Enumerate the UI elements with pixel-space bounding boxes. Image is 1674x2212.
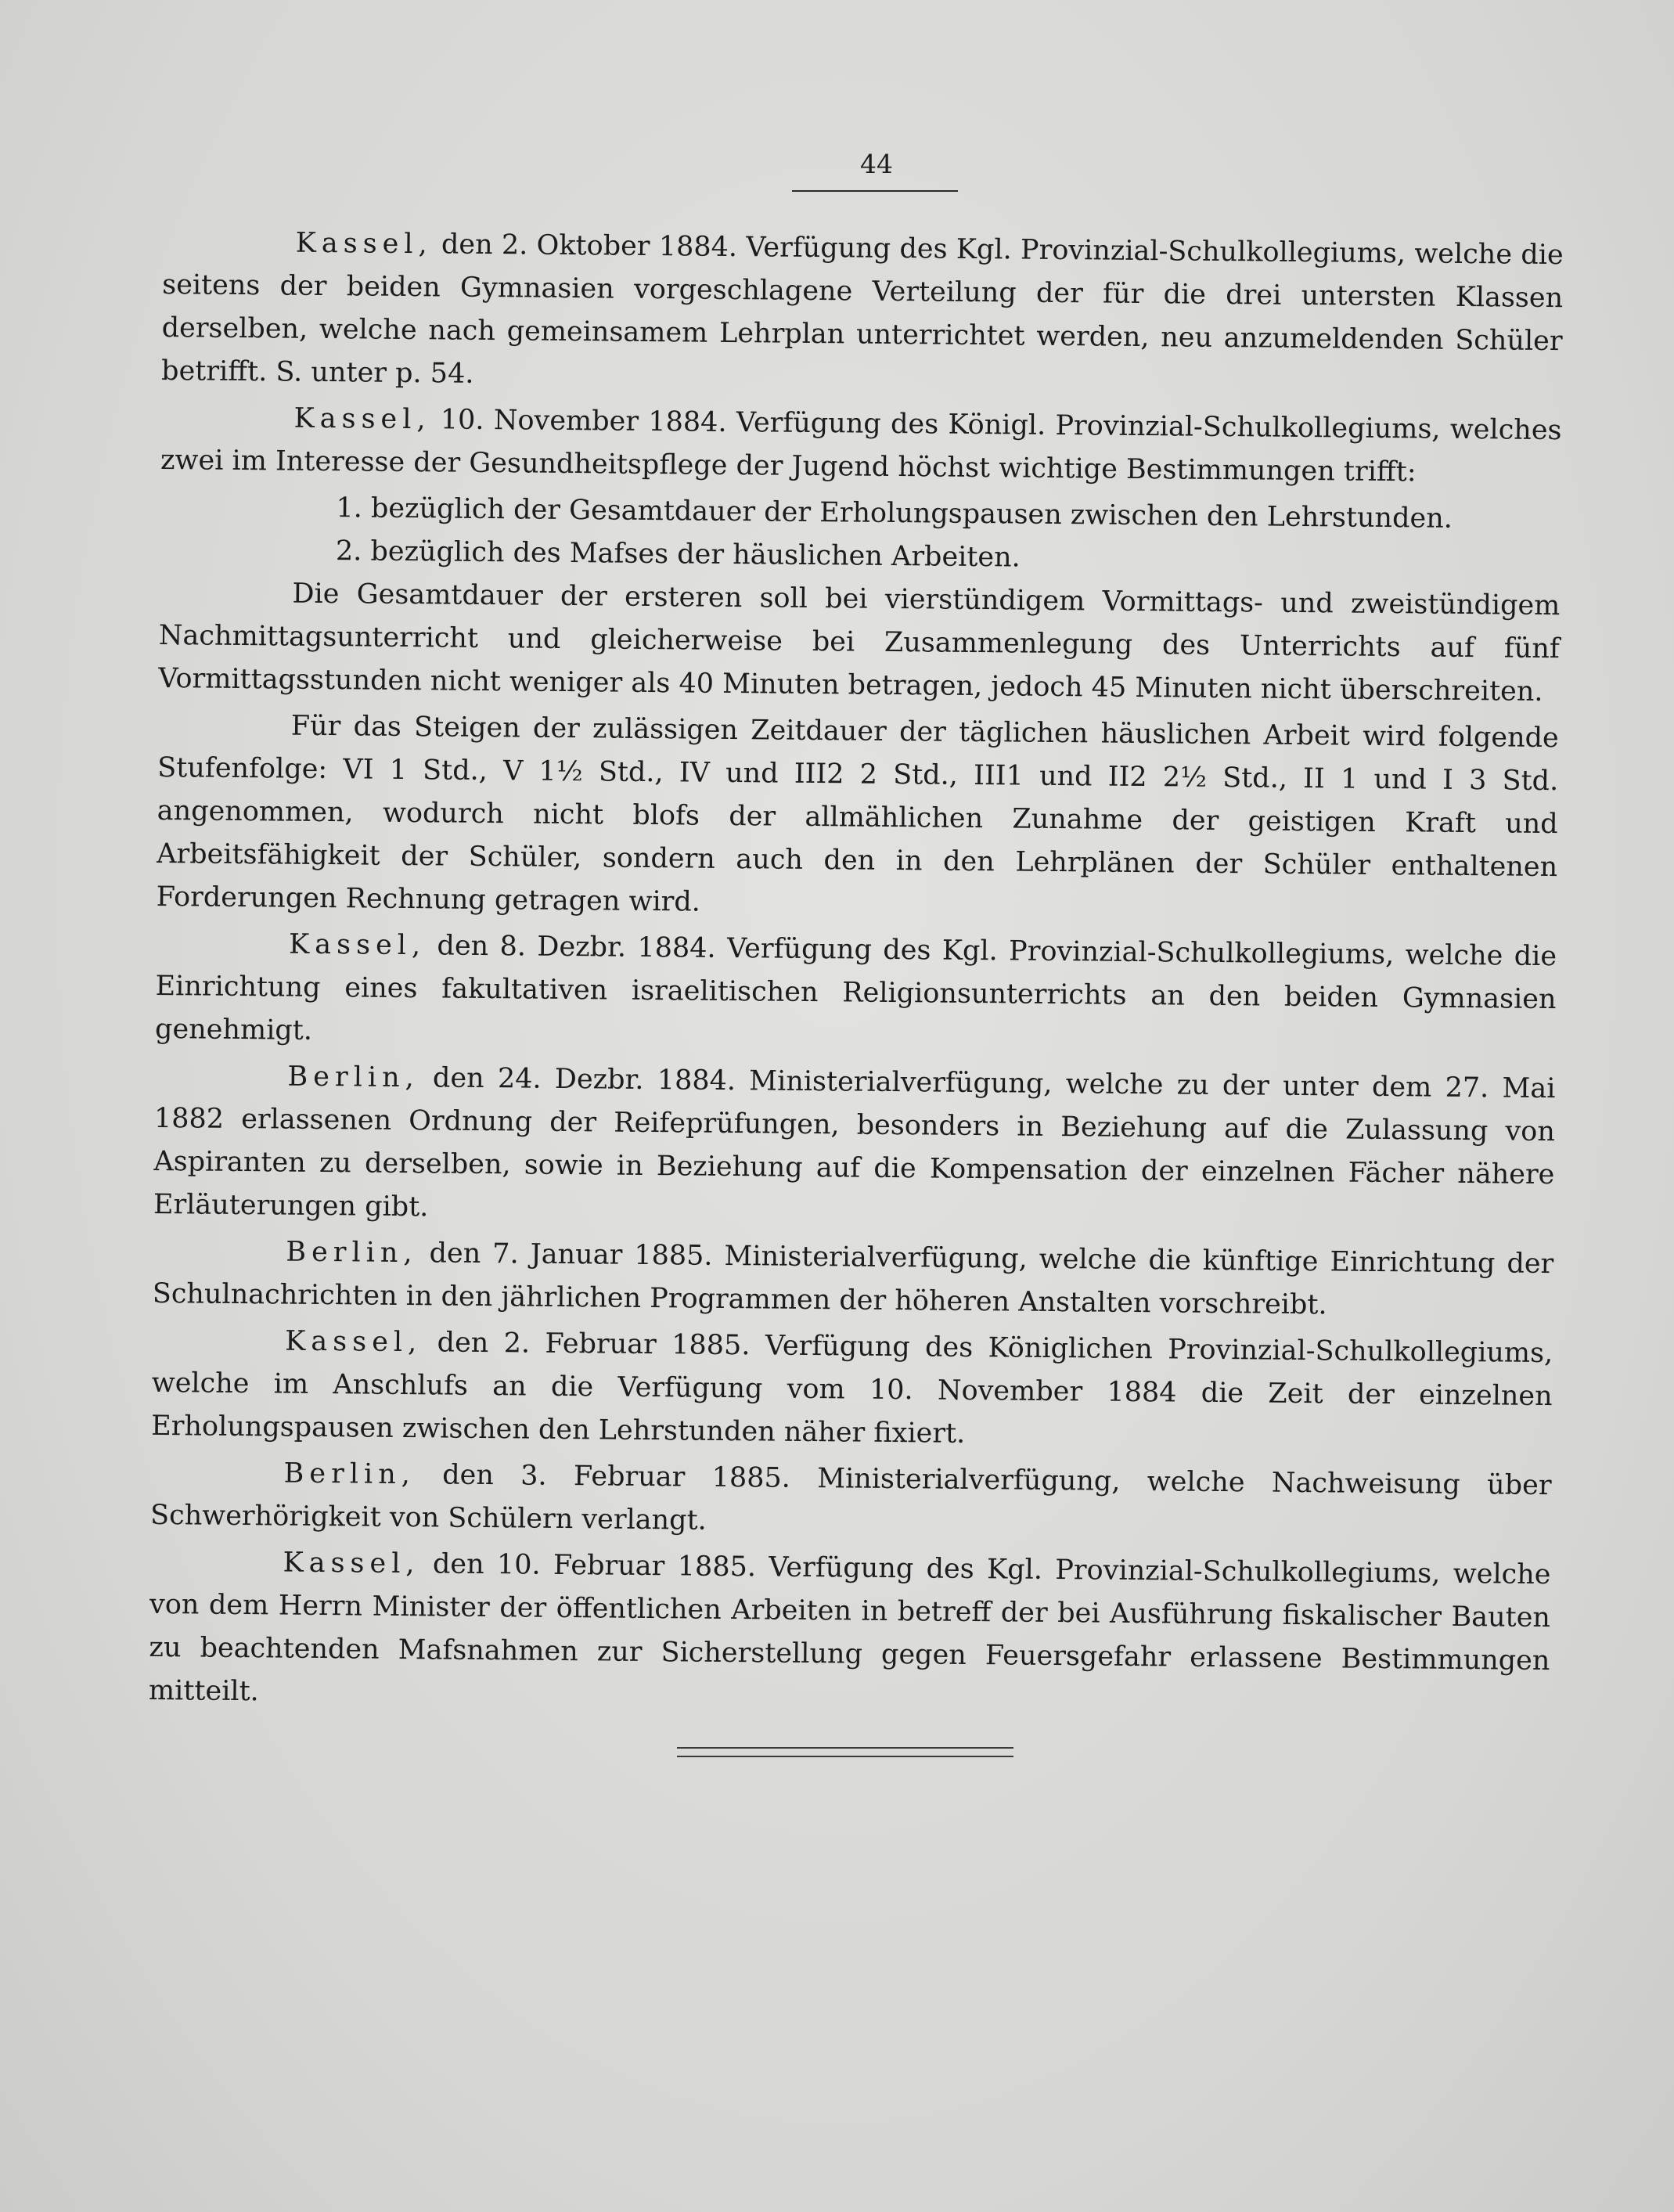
entry-text: den 2. Februar 1885. Verfügung des Königlichen Provinzial-Schulkollegiums, welche im Anschlufs an die Verfügung vom 10. November 1884 die Zeit der einzelnen Erholungspausen zwischen den Lehrstunden näher fixiert. bbox=[151, 1327, 1553, 1450]
entry-place: Berlin, bbox=[286, 1236, 418, 1270]
entry-kassel-november-1884 bbox=[160, 396, 1562, 495]
entry-text: den 2. Oktober 1884. Verfügung des Kgl. Provinzial-Schulkollegiums, welche die seitens der beiden Gymnasien vorgeschlagene Verteilung der für die drei untersten Klassen derselben, welche nach gemeinsamem Lehrplan unterrichtet werden, neu anzumeldenden Schüler betrifft. S. unter p. 54. bbox=[160, 229, 1564, 390]
entry-place: Berlin, bbox=[287, 1061, 419, 1094]
paragraph-gesamtdauer: Die Gesamtdauer der ersteren soll bei vierstündigem Vormittags- und zweistündigem Nachmittagsunterricht und gleicherweise bei Zusammenlegung des Unterrichts auf fünf Vormittagsstunden nicht weniger als 40 Minuten betragen, jedoch 45 Minuten nicht überschreiten. bbox=[158, 578, 1561, 708]
entry-kassel-oktober-1884 bbox=[161, 221, 1564, 406]
entry-place: Kassel, bbox=[285, 1325, 423, 1359]
entry-place: Kassel, bbox=[288, 928, 427, 962]
entry-berlin-februar-1885 bbox=[150, 1451, 1552, 1551]
entry-place: Kassel, bbox=[283, 1547, 420, 1580]
document-body bbox=[149, 221, 1564, 1729]
entry-text: den 7. Januar 1885. Ministerialverfügung, welche die künftige Einrichtung der Schulnachrichten in den jährlichen Programmen der höheren Anstalten vorschreibt. bbox=[152, 1237, 1554, 1321]
closing-rule bbox=[677, 1747, 1013, 1749]
list-item: 2. bezüglich des Mafses der häuslichen Arbeiten. bbox=[335, 535, 1021, 574]
entry-place: Berlin, bbox=[283, 1457, 416, 1491]
entry-text: den 10. Februar 1885. Verfügung des Kgl. Provinzial-Schulkollegiums, welche von dem Herrn Minister der öffentlichen Arbeiten in betreff der bei Ausführung fiskalischer Bauten zu beachtenden Mafsnahmen zur Sicherstellung gegen Feuersgefahr erlassene Bestimmungen mitteilt. bbox=[148, 1548, 1551, 1708]
entry-place: Kassel, bbox=[295, 227, 433, 261]
entry-kassel-10-februar-1885 bbox=[149, 1540, 1551, 1726]
entry-kassel-februar-1885 bbox=[151, 1319, 1553, 1461]
entry-kassel-dezember-1884 bbox=[155, 922, 1557, 1065]
entry-berlin-dezember-1884 bbox=[153, 1054, 1556, 1240]
header-rule bbox=[792, 190, 958, 192]
entry-text: den 3. Februar 1885. Ministerialverfügung, welche Nachweisung über Schwerhörigkeit von Schülern verlangt. bbox=[149, 1459, 1552, 1537]
list-item: 1. bezüglich der Gesamtdauer der Erholungspausen zwischen den Lehrstunden. bbox=[336, 492, 1453, 535]
closing-rule bbox=[677, 1756, 1013, 1757]
paragraph-stufenfolge: Für das Steigen der zulässigen Zeitdauer der täglichen häuslichen Arbeit wird folgende Stufenfolge: VI 1 Std., V 1½ Std., IV und III2 2 Std., III1 und II2 2½ Std., II 1 und I 3 Std. angenommen, wodurch nicht blofs der allmählichen Zunahme der geistigen Kraft und Arbeitsfähigkeit der Schüler, sondern auch den in den Lehrplänen der Schüler enthaltenen Forderungen Rechnung getragen wird. bbox=[156, 710, 1559, 918]
page-number: 44 bbox=[860, 149, 893, 179]
entry-text: den 24. Dezbr. 1884. Ministerialverfügung, welche zu der unter dem 27. Mai 1882 erlassenen Ordnung der Reifeprüfungen, besonders in Beziehung auf die Zulassung von Aspiranten zu derselben, sowie in Beziehung auf die Kompensation der einzelnen Fächer nähere Erläuterungen gibt. bbox=[153, 1062, 1556, 1223]
entry-place: Kassel, bbox=[293, 402, 431, 436]
entry-text: den 8. Dezbr. 1884. Verfügung des Kgl. Provinzial-Schulkollegiums, welche die Einrichtung eines fakultativen israelitischen Religionsunterrichts an den beiden Gymnasien genehmigt. bbox=[154, 930, 1557, 1047]
entry-berlin-januar-1885 bbox=[153, 1230, 1554, 1329]
entry-text: 10. November 1884. Verfügung des Königl. Provinzial-Schulkollegiums, welches zwei im Interesse der Gesundheitspflege der Jugend höchst wichtige Bestimmungen trifft: bbox=[160, 404, 1562, 488]
